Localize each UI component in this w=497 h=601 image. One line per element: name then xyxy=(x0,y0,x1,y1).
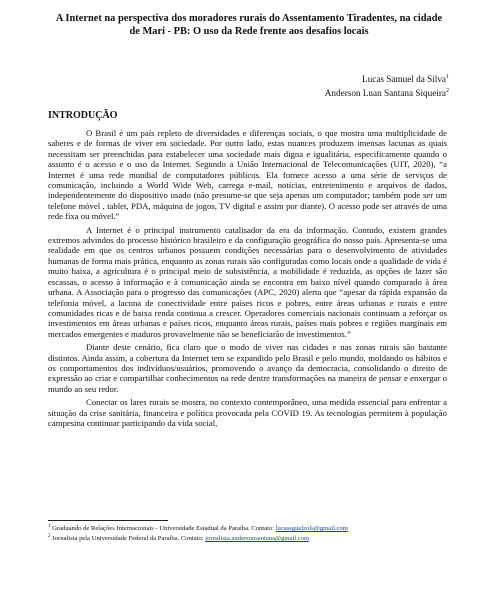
paragraph: Diante deste cenário, fica claro que o modo de viver nas cidades e nas zonas rurais são bastante distintos. Ainda assim, a cobertura da Internet tem se expandido pelo Brasil e pelo mundo, moldando os hábitos e os comportamentos dos indivíduos/usuários, promovendo o avanço da democracia, consolidando o direito de expressão ao criar e compartilhar conhecimentos na rede dentre transformações na maneira de pensar e enxergar o mundo ao seu redor. xyxy=(48,342,447,394)
footnote-marker: 2 xyxy=(446,88,449,95)
paper-title: A Internet na perspectiva dos moradores rurais do Assentamento Tiradentes, na cidade de Mari - PB: O uso da Rede frente aos desafios locais xyxy=(55,13,443,37)
footnote xyxy=(48,523,468,533)
author-line xyxy=(325,85,449,99)
author-list xyxy=(325,71,449,99)
footnote-marker: 2 xyxy=(48,534,51,540)
footnote-separator xyxy=(48,520,168,521)
email-link[interactable]: lucassguelzols@gmail.com xyxy=(275,525,348,533)
body-text xyxy=(48,128,447,431)
footnote-text: Jornalista pela Universidade Federal da Paraíba. Contato: xyxy=(52,535,206,543)
paragraph: A Internet é o principal instrumento catalisador da era da informação. Contudo, existem grandes extremos advindos do processo histórico brasileiro e da configuração geográfica do nosso país. Apresenta-se uma realidade em que os centros urbanos possuem condições necessárias para o desenvolvimento de atividades humanas de forma mais prática, enquanto as zonas rurais são configuradas como locais onde a qualidade de vida é muito baixa, a agricultura é o principal meio de subsistência, a mobilidade é reduzida, as opções de lazer são escassas, o acesso à informação e à comunicação ainda se encontra em baixo nível quando comparado à área urbana. A Associação para o progresso das comunicações (APC, 2020) alerta que “apesar da rápida expansão da telefonia móvel, a lacuna de conectividade entre países ricos e pobres, entre áreas urbanas e rurais e entre comunidades ricas e de baixa renda continua a crescer. Operadores comerciais nacionais continuam a reforçar os investimentos em áreas urbanas e países ricos, enquanto áreas rurais, países mais pobres e regiões marginais em mercados emergentes e maduros provavelmente não se beneficiarão de investimentos.” xyxy=(48,224,447,339)
footnote-marker: 1 xyxy=(446,74,449,80)
author-line xyxy=(325,71,449,85)
footnote-marker: 1 xyxy=(48,524,51,529)
footnote xyxy=(48,533,468,543)
footnote-text: Graduando de Relações Internacionais - Universidade Estadual da Paraíba. Contato: xyxy=(52,525,276,533)
email-link[interactable]: jornalista.andersonsantana@gmail.com xyxy=(205,535,310,543)
footnotes xyxy=(48,523,468,543)
author-name: Lucas Samuel da Silva xyxy=(362,74,446,85)
paragraph: Conectar os lares rurais se mostra, no contexto contemporâneo, uma medida essencial para enfrentar a situação da crise sanitária, financeira e política provocada pela COVID 19. As tecnologias permitem à população campesina continuar participando da vida social, xyxy=(48,397,447,428)
author-name: Anderson Luan Santana Siqueira xyxy=(324,88,446,99)
section-heading: INTRODUÇÃO xyxy=(48,110,118,121)
paragraph: O Brasil é um país repleto de diversidades e diferenças sociais, o que mostra uma multiplicidade de saberes e de formas de viver em sociedade. Por outro lado, estas nuances produzem imensas lacunas as quais necessitam ser preenchidas para estabelecer uma sociedade mais digna e igualitária, especificamente quando o assunto é o acesso e o uso da Internet. Segundo a União Internacional de Telecomunicações (UIT, 2020), “a Internet é uma rede mundial de computadores públicos. Ela fornece acesso a uma série de serviços de comunicação, incluindo a World Wide Web, carrega e-mail, notícias, entretenimento e arquivos de dados, independentemente do dispositivo usado (não presume-se que seja apenas um computador; também pode ser um telefone móvel , tablet, PDA, máquina de jogos, TV digital e assim por diante). O acesso pode ser através de uma rede fixa ou móvel.” xyxy=(48,128,447,222)
